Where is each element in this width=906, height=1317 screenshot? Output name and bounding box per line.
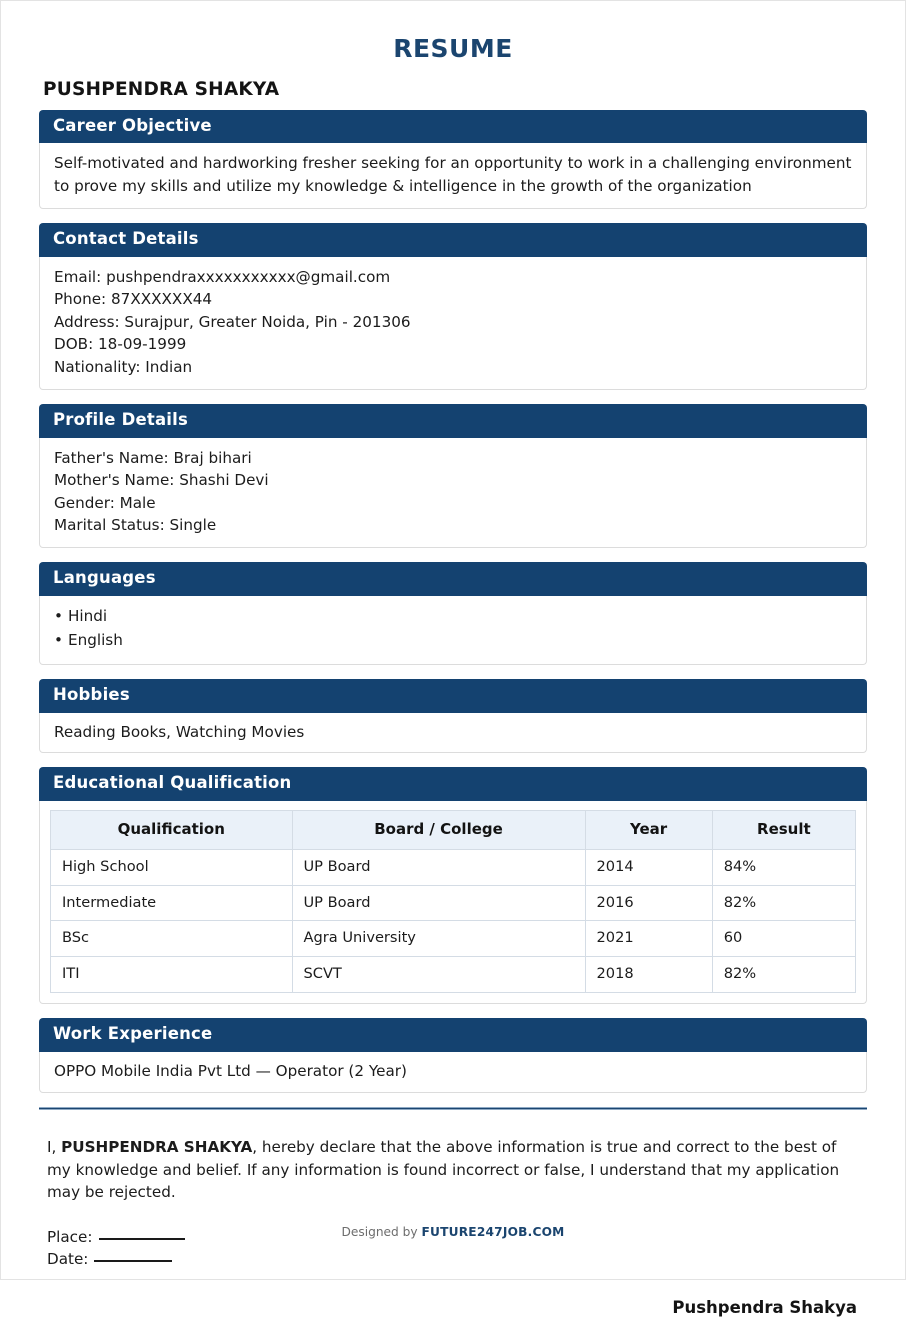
page-title: RESUME bbox=[393, 34, 513, 63]
date-row bbox=[47, 1248, 867, 1270]
cell-board: Agra University bbox=[292, 921, 585, 957]
table-header-row bbox=[51, 811, 856, 850]
hobbies-text: Reading Books, Watching Movies bbox=[54, 722, 305, 741]
section-body-languages bbox=[39, 596, 867, 665]
declaration-prefix: I, bbox=[47, 1137, 62, 1156]
education-table-body bbox=[51, 849, 856, 993]
bullet-icon: • bbox=[54, 630, 63, 649]
cell-result: 84% bbox=[712, 849, 855, 885]
work-experience-text: OPPO Mobile India Pvt Ltd — Operator (2 Year) bbox=[54, 1062, 407, 1081]
profile-line-marital-status: Marital Status: Single bbox=[54, 515, 217, 534]
column-header-year: Year bbox=[585, 811, 712, 850]
date-label: Date: bbox=[47, 1250, 89, 1269]
contact-line-address: Address: Surajpur, Greater Noida, Pin - 201306 bbox=[54, 312, 411, 331]
section-body-contact-details bbox=[39, 257, 867, 390]
section-contact-details bbox=[39, 223, 867, 390]
contact-line-nationality: Nationality: Indian bbox=[54, 357, 193, 376]
cell-board: UP Board bbox=[292, 849, 585, 885]
cell-result: 82% bbox=[712, 957, 855, 993]
declaration-text bbox=[39, 1136, 867, 1204]
table-row bbox=[51, 849, 856, 885]
section-header-work-experience: Work Experience bbox=[39, 1018, 867, 1052]
cell-year: 2016 bbox=[585, 885, 712, 921]
cell-board: SCVT bbox=[292, 957, 585, 993]
section-header-career-objective: Career Objective bbox=[39, 110, 867, 144]
column-header-qualification: Qualification bbox=[51, 811, 293, 850]
cell-qualification: High School bbox=[51, 849, 293, 885]
language-label: English bbox=[68, 630, 123, 649]
declaration-body: , hereby declare that the above information is true and correct to the best of my knowledge and belief. If any information is found incorrect or false, I understand that my application may be rejected. bbox=[47, 1137, 840, 1202]
section-work-experience bbox=[39, 1018, 867, 1092]
section-profile-details bbox=[39, 404, 867, 548]
profile-line-gender: Gender: Male bbox=[54, 493, 156, 512]
languages-list bbox=[54, 605, 852, 653]
education-table bbox=[50, 810, 856, 993]
table-row bbox=[51, 885, 856, 921]
education-table-head bbox=[51, 811, 856, 850]
section-header-profile-details: Profile Details bbox=[39, 404, 867, 438]
section-body-work-experience bbox=[39, 1052, 867, 1092]
column-header-board: Board / College bbox=[292, 811, 585, 850]
language-label: Hindi bbox=[68, 607, 108, 626]
section-header-hobbies: Hobbies bbox=[39, 679, 867, 713]
bullet-icon: • bbox=[54, 607, 63, 626]
footer bbox=[1, 1225, 905, 1239]
column-header-result: Result bbox=[712, 811, 855, 850]
section-header-contact-details: Contact Details bbox=[39, 223, 867, 257]
cell-qualification: BSc bbox=[51, 921, 293, 957]
cell-year: 2021 bbox=[585, 921, 712, 957]
section-body-hobbies bbox=[39, 713, 867, 753]
declaration-name: PUSHPENDRA SHAKYA bbox=[61, 1137, 253, 1156]
cell-board: UP Board bbox=[292, 885, 585, 921]
cell-year: 2014 bbox=[585, 849, 712, 885]
section-header-languages: Languages bbox=[39, 562, 867, 596]
cell-year: 2018 bbox=[585, 957, 712, 993]
signature-name: Pushpendra Shakya bbox=[672, 1298, 857, 1317]
place-label: Place: bbox=[47, 1228, 93, 1247]
footer-brand-link[interactable]: FUTURE247JOB.COM bbox=[421, 1225, 565, 1239]
cell-qualification: Intermediate bbox=[51, 885, 293, 921]
section-career-objective bbox=[39, 110, 867, 210]
cell-result: 82% bbox=[712, 885, 855, 921]
section-header-education: Educational Qualification bbox=[39, 767, 867, 801]
section-languages bbox=[39, 562, 867, 665]
resume-content bbox=[1, 1, 905, 1317]
footer-prefix: Designed by bbox=[341, 1225, 422, 1239]
career-objective-text: Self-motivated and hardworking fresher seeking for an opportunity to work in a challenging environment to prove my skills and utilize my knowledge & intelligence in the growth of the organization bbox=[54, 154, 852, 195]
profile-line-mother: Mother's Name: Shashi Devi bbox=[54, 471, 269, 490]
contact-line-email: Email: pushpendraxxxxxxxxxxx@gmail.com bbox=[54, 268, 391, 287]
candidate-name: PUSHPENDRA SHAKYA bbox=[43, 78, 280, 100]
table-row bbox=[51, 921, 856, 957]
list-item bbox=[54, 629, 852, 653]
section-hobbies bbox=[39, 679, 867, 753]
section-body-career-objective bbox=[39, 143, 867, 209]
contact-line-dob: DOB: 18-09-1999 bbox=[54, 335, 187, 354]
cell-result: 60 bbox=[712, 921, 855, 957]
section-body-profile-details bbox=[39, 438, 867, 548]
date-blank-line bbox=[94, 1260, 172, 1262]
profile-line-father: Father's Name: Braj bihari bbox=[54, 448, 252, 467]
list-item bbox=[54, 605, 852, 629]
contact-line-phone: Phone: 87XXXXXX44 bbox=[54, 290, 213, 309]
section-body-education bbox=[39, 801, 867, 1004]
cell-qualification: ITI bbox=[51, 957, 293, 993]
section-educational-qualification bbox=[39, 767, 867, 1004]
section-divider bbox=[39, 1107, 867, 1110]
table-row bbox=[51, 957, 856, 993]
